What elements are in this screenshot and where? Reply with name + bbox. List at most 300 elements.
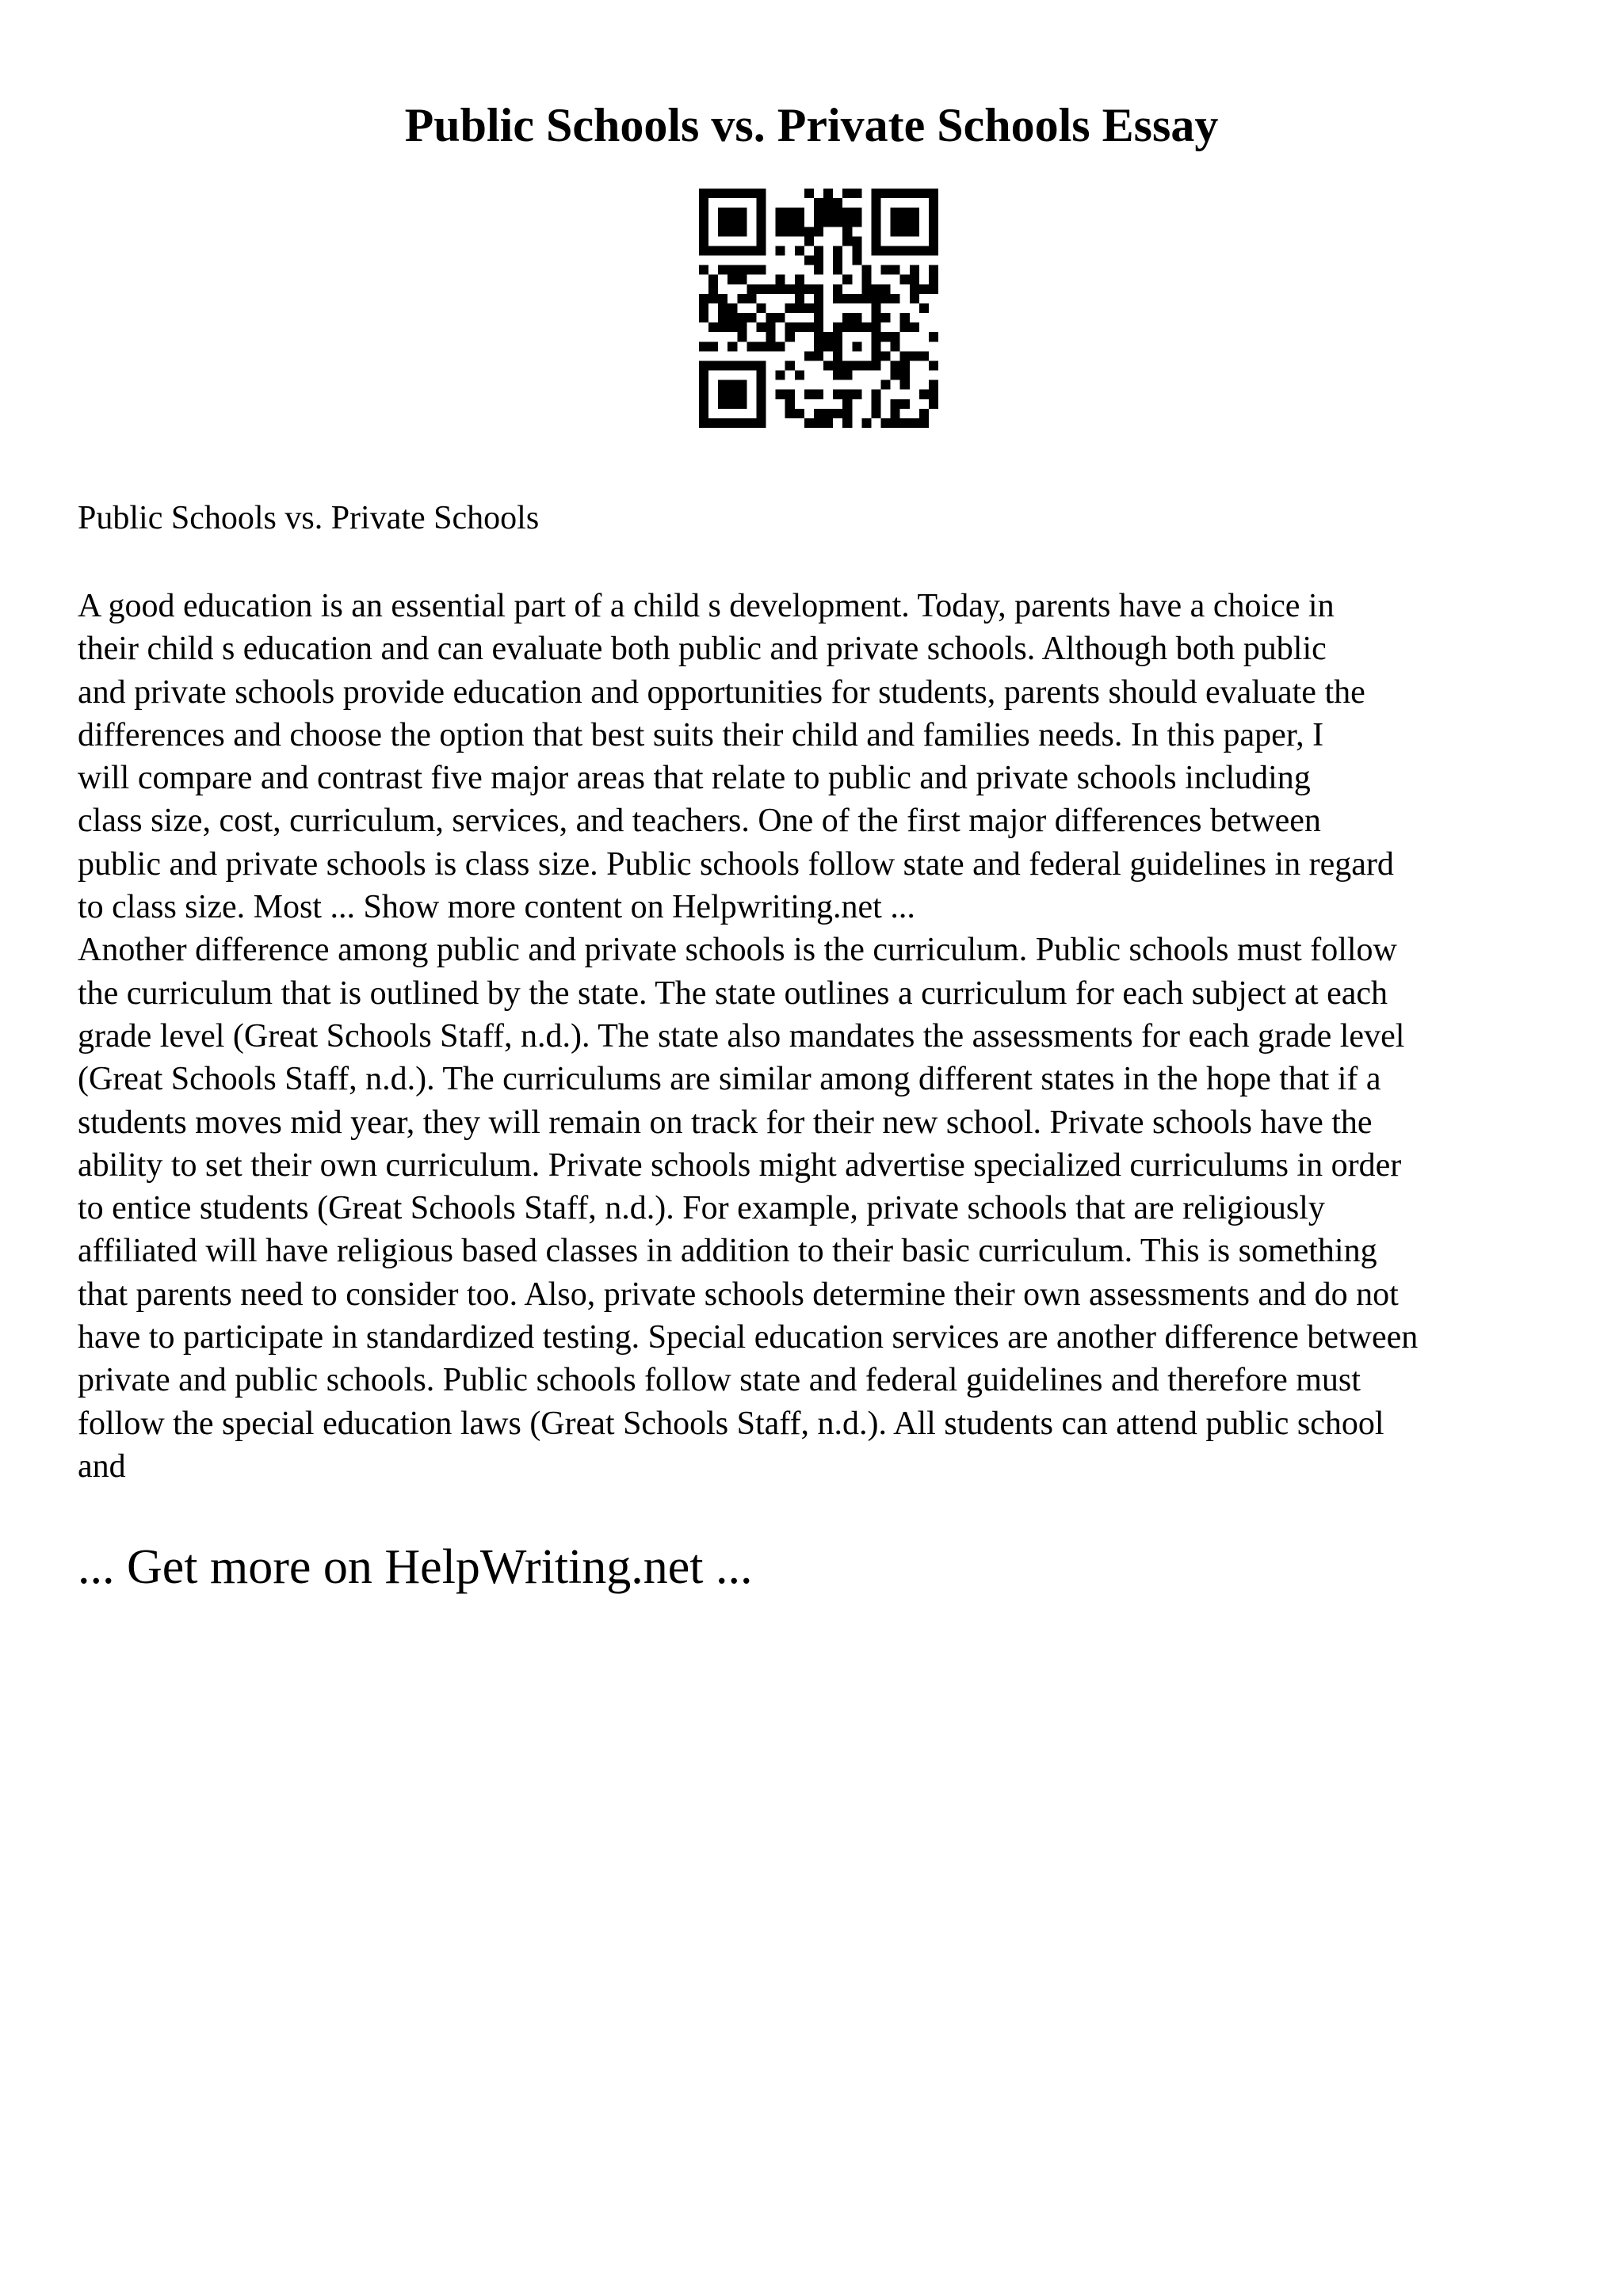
qr-module — [785, 208, 795, 217]
qr-module — [833, 294, 842, 303]
qr-module — [785, 217, 795, 227]
body-line: will compare and contrast five major areas that relate to public and private schools including — [78, 760, 1311, 797]
qr-module — [910, 217, 919, 227]
qr-module — [737, 360, 747, 370]
qr-module — [804, 236, 814, 246]
qr-module — [891, 265, 900, 275]
qr-module — [833, 341, 842, 351]
qr-module — [910, 275, 919, 284]
qr-module — [699, 409, 708, 418]
qr-module — [747, 294, 756, 303]
qr-module — [861, 275, 871, 284]
qr-module — [727, 341, 737, 351]
qr-module — [718, 418, 727, 428]
qr-module — [910, 246, 919, 255]
qr-module — [699, 360, 708, 370]
qr-module — [891, 208, 900, 217]
qr-module — [929, 360, 938, 370]
qr-module — [727, 265, 737, 275]
qr-module — [823, 217, 833, 227]
qr-module — [871, 399, 880, 409]
qr-module — [823, 189, 833, 198]
qr-module — [708, 341, 718, 351]
qr-module — [910, 322, 919, 332]
qr-module — [776, 227, 785, 236]
body-line: ability to set their own curriculum. Private schools might advertise specialized curriculums in order — [78, 1146, 1402, 1184]
qr-module — [891, 217, 900, 227]
qr-module — [814, 246, 823, 255]
qr-module — [814, 265, 823, 275]
qr-module — [814, 217, 823, 227]
body-line: to entice students (Great Schools Staff, n.d.). For example, private schools that are religiously — [78, 1190, 1325, 1227]
qr-module — [891, 371, 900, 380]
qr-module — [718, 208, 727, 217]
qr-module — [871, 294, 880, 303]
qr-module — [766, 341, 776, 351]
qr-module — [881, 294, 891, 303]
qr-module — [900, 322, 910, 332]
qr-module — [891, 189, 900, 198]
qr-module — [891, 246, 900, 255]
qr-module — [814, 303, 823, 313]
body-line: the curriculum that is outlined by the state. The state outlines a curriculum for each subject at each — [78, 974, 1388, 1012]
qr-module — [756, 198, 766, 208]
qr-module — [871, 390, 880, 399]
qr-module — [718, 294, 727, 303]
qr-module — [699, 198, 708, 208]
qr-module — [900, 217, 910, 227]
qr-module — [881, 284, 891, 294]
qr-module — [804, 284, 814, 294]
qr-module — [776, 275, 785, 284]
qr-module — [861, 322, 871, 332]
qr-module — [891, 360, 900, 370]
qr-module — [881, 380, 891, 390]
qr-module — [814, 409, 823, 418]
qr-module — [852, 322, 861, 332]
body-line: Another difference among public and private schools is the curriculum. Public schools must follow — [78, 932, 1397, 969]
qr-module — [718, 189, 727, 198]
qr-module — [699, 217, 708, 227]
qr-module — [910, 351, 919, 360]
body-line: class size, cost, curriculum, services, and teachers. One of the first major differences between — [78, 803, 1321, 840]
qr-module — [747, 341, 756, 351]
qr-module — [766, 284, 776, 294]
qr-module — [747, 189, 756, 198]
qr-module — [747, 284, 756, 294]
qr-module — [699, 390, 708, 399]
qr-module — [747, 265, 756, 275]
body-line: (Great Schools Staff, n.d.). The curriculums are similar among different states in the hope that if a — [78, 1061, 1381, 1098]
qr-module — [833, 217, 842, 227]
qr-module — [814, 351, 823, 360]
qr-module — [881, 265, 891, 275]
qr-module — [814, 208, 823, 217]
qr-module — [708, 294, 718, 303]
qr-module — [861, 418, 871, 428]
qr-module — [814, 227, 823, 236]
qr-module — [871, 217, 880, 227]
qr-module — [814, 313, 823, 322]
qr-module — [756, 208, 766, 217]
qr-module — [852, 189, 861, 198]
qr-module — [929, 275, 938, 284]
qr-module — [795, 217, 804, 227]
qr-module — [718, 227, 727, 236]
qr-module — [776, 390, 785, 399]
qr-module — [737, 313, 747, 322]
qr-module — [766, 322, 776, 332]
qr-module — [871, 351, 880, 360]
qr-module — [727, 227, 737, 236]
qr-module — [756, 409, 766, 418]
qr-module — [699, 371, 708, 380]
qr-module — [737, 418, 747, 428]
qr-module — [842, 313, 852, 322]
qr-module — [833, 332, 842, 341]
qr-code-icon[interactable] — [699, 189, 938, 428]
qr-module — [833, 322, 842, 332]
qr-module — [756, 360, 766, 370]
qr-module — [785, 360, 795, 370]
qr-module — [708, 189, 718, 198]
qr-module — [718, 360, 727, 370]
qr-module — [756, 341, 766, 351]
qr-module — [718, 313, 727, 322]
qr-module — [842, 390, 852, 399]
qr-module — [842, 409, 852, 418]
qr-module — [756, 418, 766, 428]
qr-module — [737, 399, 747, 409]
qr-module — [795, 409, 804, 418]
qr-module — [929, 284, 938, 294]
qr-module — [737, 265, 747, 275]
qr-module — [727, 399, 737, 409]
qr-module — [861, 360, 871, 370]
qr-module — [727, 418, 737, 428]
qr-module — [804, 418, 814, 428]
qr-module — [871, 313, 880, 322]
qr-module — [785, 322, 795, 332]
qr-module — [814, 418, 823, 428]
qr-module — [776, 217, 785, 227]
qr-module — [919, 418, 929, 428]
qr-module — [833, 390, 842, 399]
qr-module — [929, 390, 938, 399]
qr-module — [737, 189, 747, 198]
qr-module — [718, 322, 727, 332]
qr-module — [823, 360, 833, 370]
qr-module — [833, 246, 842, 255]
body-line: A good education is an essential part of a child s development. Today, parents have a choice in — [78, 588, 1335, 624]
qr-module — [833, 360, 842, 370]
qr-module — [776, 284, 785, 294]
qr-module — [804, 189, 814, 198]
qr-module — [718, 399, 727, 409]
qr-module — [727, 313, 737, 322]
qr-module — [871, 332, 880, 341]
qr-module — [852, 256, 861, 265]
qr-module — [785, 303, 795, 313]
qr-module — [737, 217, 747, 227]
qr-module — [852, 217, 861, 227]
qr-module — [842, 371, 852, 380]
qr-module — [861, 265, 871, 275]
page-title: Public Schools vs. Private Schools Essay — [404, 99, 1219, 151]
qr-module — [756, 189, 766, 198]
qr-module — [756, 380, 766, 390]
qr-module — [727, 303, 737, 313]
qr-module — [814, 322, 823, 332]
qr-module — [871, 236, 880, 246]
qr-module — [833, 409, 842, 418]
qr-module — [842, 322, 852, 332]
qr-module — [833, 265, 842, 275]
qr-module — [766, 313, 776, 322]
qr-module — [727, 189, 737, 198]
qr-module — [718, 246, 727, 255]
qr-module — [699, 303, 708, 313]
qr-module — [699, 341, 708, 351]
qr-module — [910, 284, 919, 294]
body-line: and private schools provide education and opportunities for students, parents should evaluate the — [78, 673, 1365, 711]
qr-module — [910, 294, 919, 303]
qr-module — [871, 409, 880, 418]
qr-module — [823, 208, 833, 217]
qr-module — [833, 371, 842, 380]
body-line: have to participate in standardized testing. Special education services are another difference between — [78, 1319, 1419, 1356]
qr-module — [852, 294, 861, 303]
qr-module — [785, 227, 795, 236]
qr-module — [756, 284, 766, 294]
qr-module — [699, 236, 708, 246]
qr-module — [871, 284, 880, 294]
qr-module — [718, 265, 727, 275]
qr-module — [861, 294, 871, 303]
qr-module — [919, 284, 929, 294]
qr-module — [814, 284, 823, 294]
qr-module — [708, 418, 718, 428]
qr-module — [727, 390, 737, 399]
body-line: differences and choose the option that best suits their child and families needs. In this paper, I — [78, 716, 1324, 753]
essay-body — [78, 585, 1583, 1488]
qr-module — [842, 360, 852, 370]
qr-module — [842, 217, 852, 227]
qr-module — [795, 294, 804, 303]
qr-module — [699, 418, 708, 428]
qr-module — [718, 217, 727, 227]
qr-module — [842, 236, 852, 246]
body-line: grade level (Great Schools Staff, n.d.). The state also mandates the assessments for each grade level — [78, 1017, 1405, 1055]
qr-module — [833, 208, 842, 217]
qr-module — [795, 322, 804, 332]
qr-module — [891, 341, 900, 351]
qr-module — [708, 284, 718, 294]
qr-module — [910, 227, 919, 236]
qr-module — [814, 341, 823, 351]
qr-module — [756, 227, 766, 236]
qr-module — [756, 265, 766, 275]
qr-module — [795, 208, 804, 217]
qr-module — [785, 284, 795, 294]
qr-module — [842, 227, 852, 236]
qr-module — [727, 360, 737, 370]
qr-module — [718, 303, 727, 313]
qr-module — [842, 208, 852, 217]
qr-module — [795, 246, 804, 255]
qr-module — [842, 294, 852, 303]
qr-module — [766, 332, 776, 341]
body-line: follow the special education laws (Great Schools Staff, n.d.). All students can attend public school — [78, 1405, 1384, 1442]
qr-module — [747, 313, 756, 322]
qr-module — [795, 371, 804, 380]
qr-module — [708, 246, 718, 255]
qr-module — [891, 409, 900, 418]
qr-module — [852, 208, 861, 217]
qr-module — [852, 313, 861, 322]
qr-module — [804, 390, 814, 399]
qr-module — [929, 380, 938, 390]
qr-module — [871, 322, 880, 332]
qr-module — [900, 351, 910, 360]
qr-module — [737, 208, 747, 217]
qr-module — [795, 303, 804, 313]
qr-module — [900, 418, 910, 428]
qr-module — [929, 189, 938, 198]
qr-module — [871, 303, 880, 313]
qr-module — [900, 371, 910, 380]
qr-module — [699, 380, 708, 390]
qr-module — [833, 198, 842, 208]
qr-module — [929, 265, 938, 275]
qr-module — [929, 208, 938, 217]
qr-module — [785, 332, 795, 341]
qr-module — [795, 284, 804, 294]
qr-module — [814, 256, 823, 265]
qr-module — [756, 217, 766, 227]
qr-module — [842, 418, 852, 428]
qr-module — [776, 341, 785, 351]
qr-module — [900, 208, 910, 217]
qr-module — [823, 418, 833, 428]
qr-module — [842, 399, 852, 409]
qr-module — [900, 399, 910, 409]
qr-module — [756, 399, 766, 409]
qr-module — [852, 360, 861, 370]
qr-module — [823, 409, 833, 418]
qr-module — [881, 418, 891, 428]
qr-module — [747, 360, 756, 370]
qr-module — [910, 208, 919, 217]
qr-module — [737, 332, 747, 341]
qr-module — [814, 390, 823, 399]
qr-module — [919, 246, 929, 255]
qr-module — [699, 189, 708, 198]
qr-module — [852, 390, 861, 399]
qr-module — [708, 322, 718, 332]
qr-module — [891, 332, 900, 341]
qr-module — [881, 351, 891, 360]
qr-module — [881, 246, 891, 255]
qr-module — [727, 380, 737, 390]
qr-module — [910, 189, 919, 198]
qr-module — [785, 409, 795, 418]
qr-module — [776, 246, 785, 255]
qr-module — [708, 360, 718, 370]
body-line: their child s education and can evaluate both public and private schools. Although both public — [78, 631, 1327, 668]
qr-module — [699, 265, 708, 275]
qr-module — [699, 208, 708, 217]
qr-module — [785, 390, 795, 399]
qr-module — [699, 294, 708, 303]
qr-module — [756, 371, 766, 380]
body-line: private and public schools. Public schools follow state and federal guidelines and therefore must — [78, 1362, 1361, 1399]
qr-module — [756, 322, 766, 332]
qr-module — [900, 189, 910, 198]
body-line: students moves mid year, they will remain on track for their new school. Private schools have the — [78, 1104, 1373, 1141]
qr-module — [929, 236, 938, 246]
qr-module — [919, 189, 929, 198]
qr-module — [919, 303, 929, 313]
qr-module — [699, 246, 708, 255]
qr-module — [804, 227, 814, 236]
qr-module — [776, 208, 785, 217]
qr-module — [737, 390, 747, 399]
qr-module — [756, 390, 766, 399]
qr-module — [737, 246, 747, 255]
qr-module — [871, 341, 880, 351]
qr-module — [737, 294, 747, 303]
qr-module — [891, 227, 900, 236]
body-line: and — [78, 1447, 126, 1485]
qr-module — [804, 322, 814, 332]
qr-module — [881, 313, 891, 322]
qr-module — [804, 256, 814, 265]
qr-module — [776, 313, 785, 322]
qr-module — [929, 217, 938, 227]
qr-module — [776, 371, 785, 380]
qr-module — [795, 275, 804, 284]
get-more-link[interactable]: ... Get more on HelpWriting.net ... — [78, 1540, 753, 1594]
body-line: public and private schools is class size. Public schools follow state and federal guidelines in regard — [78, 845, 1394, 883]
qr-module — [699, 227, 708, 236]
qr-module — [871, 208, 880, 217]
qr-module — [833, 284, 842, 294]
qr-module — [919, 351, 929, 360]
qr-module — [814, 198, 823, 208]
qr-module — [910, 418, 919, 428]
qr-module — [823, 332, 833, 341]
qr-module — [718, 380, 727, 390]
qr-module — [852, 236, 861, 246]
qr-code-graphic — [699, 189, 938, 428]
qr-module — [756, 236, 766, 246]
qr-module — [871, 189, 880, 198]
qr-module — [871, 246, 880, 255]
qr-module — [718, 390, 727, 399]
qr-module — [871, 227, 880, 236]
qr-module — [756, 246, 766, 255]
qr-module — [737, 227, 747, 236]
qr-module — [785, 399, 795, 409]
qr-module — [852, 341, 861, 351]
qr-module — [747, 418, 756, 428]
qr-module — [881, 189, 891, 198]
qr-module — [900, 380, 910, 390]
qr-module — [804, 303, 814, 313]
qr-module — [814, 294, 823, 303]
qr-module — [861, 284, 871, 294]
